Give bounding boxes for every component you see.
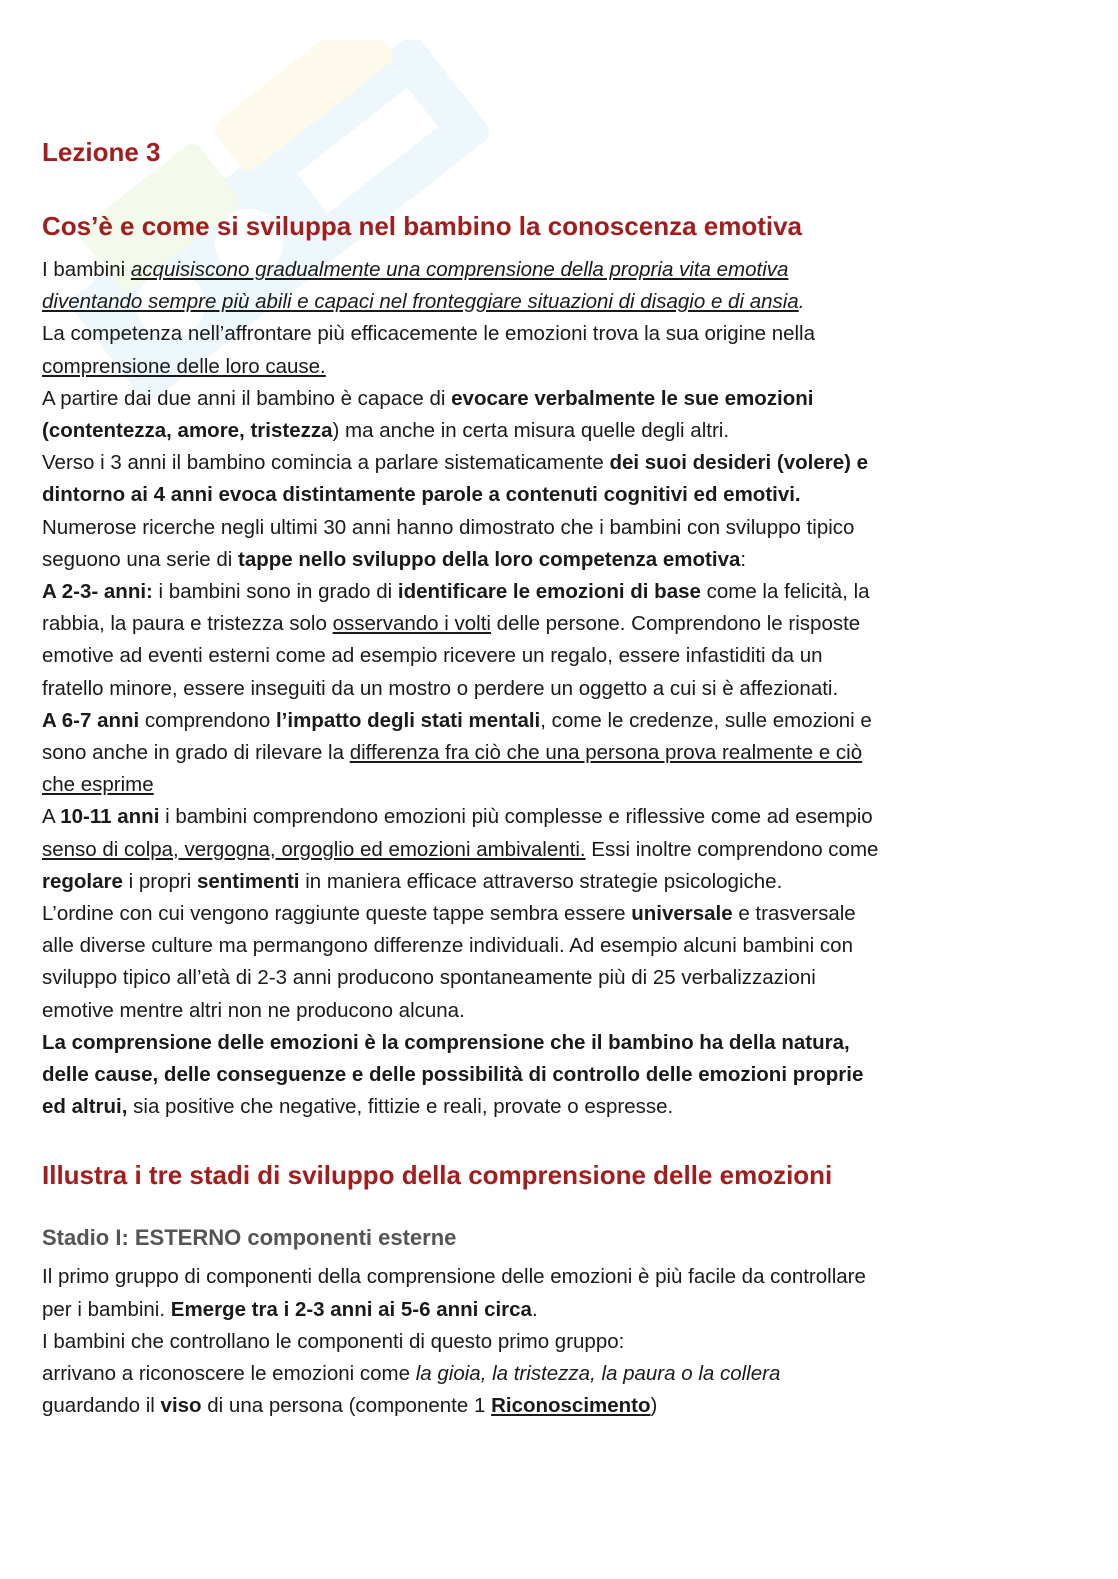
text-line: La competenza nell’affrontare più efficacemente le emozioni trova la sua origine nella: [42, 322, 816, 346]
text-line: sono anche in grado di rilevare la differenza fra ciò che una persona prova realmente e ciò: [42, 741, 863, 765]
document-body: [42, 132, 1082, 1423]
text-line: ed altrui, sia positive che negative, fittizie e reali, provate o espresse.: [42, 1095, 674, 1119]
text-line: I bambini acquisiscono gradualmente una comprensione della propria vita emotiva: [42, 258, 789, 281]
text-line: I bambini che controllano le componenti di questo primo gruppo:: [42, 1329, 625, 1353]
text-line: A 10-11 anni i bambini comprendono emozioni più complesse e riflessive come ad esempio: [42, 805, 873, 829]
text-line: per i bambini. Emerge tra i 2-3 anni ai 5-6 anni circa.: [42, 1297, 538, 1321]
text-line: che esprime: [42, 773, 154, 797]
text-line: L’ordine con cui vengono raggiunte queste tappe sembra essere universale e trasversale: [42, 902, 856, 926]
text-line: A 6-7 anni comprendono l’impatto degli stati mentali, come le credenze, sulle emozioni e: [42, 708, 872, 732]
text-line: La comprensione delle emozioni è la comprensione che il bambino ha della natura,: [42, 1030, 850, 1054]
text-line: (contentezza, amore, tristezza) ma anche in certa misura quelle degli altri.: [42, 419, 730, 443]
text-line: guardando il viso di una persona (componente 1 Riconoscimento): [42, 1394, 658, 1418]
text-line: comprensione delle loro cause.: [42, 354, 326, 378]
stage-one-paragraphs: [42, 1261, 1082, 1422]
text-line: dintorno ai 4 anni evoca distintamente parole a contenuti cognitivi ed emotivi.: [42, 483, 801, 507]
text-line: rabbia, la paura e tristezza solo osservando i volti delle persone. Comprendono le risposte: [42, 612, 861, 636]
section-heading-knowledge: Cos’è e come si sviluppa nel bambino la conoscenza emotiva: [42, 211, 803, 241]
section-heading-stages: Illustra i tre stadi di sviluppo della comprensione delle emozioni: [42, 1160, 833, 1191]
text-line: A partire dai due anni il bambino è capace di evocare verbalmente le sue emozioni: [42, 386, 814, 410]
text-line: regolare i propri sentimenti in maniera efficace attraverso strategie psicologiche.: [42, 869, 783, 893]
text-line: A 2-3- anni: i bambini sono in grado di identificare le emozioni di base come la felicità, la: [42, 580, 870, 604]
text-line: emotive ad eventi esterni come ad esempio ricevere un regalo, essere infastiditi da un: [42, 644, 823, 668]
section-paragraphs: [42, 254, 1082, 1123]
text-line: Numerose ricerche negli ultimi 30 anni hanno dimostrato che i bambini con sviluppo tipico: [42, 515, 855, 539]
text-line: diventando sempre più abili e capaci nel fronteggiare situazioni di disagio e di ansia.: [42, 290, 805, 314]
stage-one-heading: Stadio I: ESTERNO componenti esterne: [42, 1225, 457, 1251]
text-line: Il primo gruppo di componenti della comprensione delle emozioni è più facile da controllare: [42, 1265, 866, 1289]
text-line: sviluppo tipico all’età di 2-3 anni producono spontaneamente più di 25 verbalizzazioni: [42, 966, 816, 990]
text-line: emotive mentre altri non ne producono alcuna.: [42, 998, 465, 1022]
text-line: arrivano a riconoscere le emozioni come la gioia, la tristezza, la paura o la collera: [42, 1362, 781, 1386]
text-line: delle cause, delle conseguenze e delle possibilità di controllo delle emozioni proprie: [42, 1063, 864, 1087]
text-line: senso di colpa, vergogna, orgoglio ed emozioni ambivalenti. Essi inoltre comprendono come: [42, 837, 879, 861]
text-line: Verso i 3 anni il bambino comincia a parlare sistematicamente dei suoi desideri (volere) e: [42, 451, 869, 475]
lesson-title: Lezione 3: [42, 137, 161, 167]
text-line: alle diverse culture ma permangono differenze individuali. Ad esempio alcuni bambini con: [42, 934, 853, 958]
text-line: seguono una serie di tappe nello sviluppo della loro competenza emotiva:: [42, 547, 747, 571]
text-line: fratello minore, essere inseguiti da un mostro o perdere un oggetto a cui si è affezionati.: [42, 676, 839, 700]
